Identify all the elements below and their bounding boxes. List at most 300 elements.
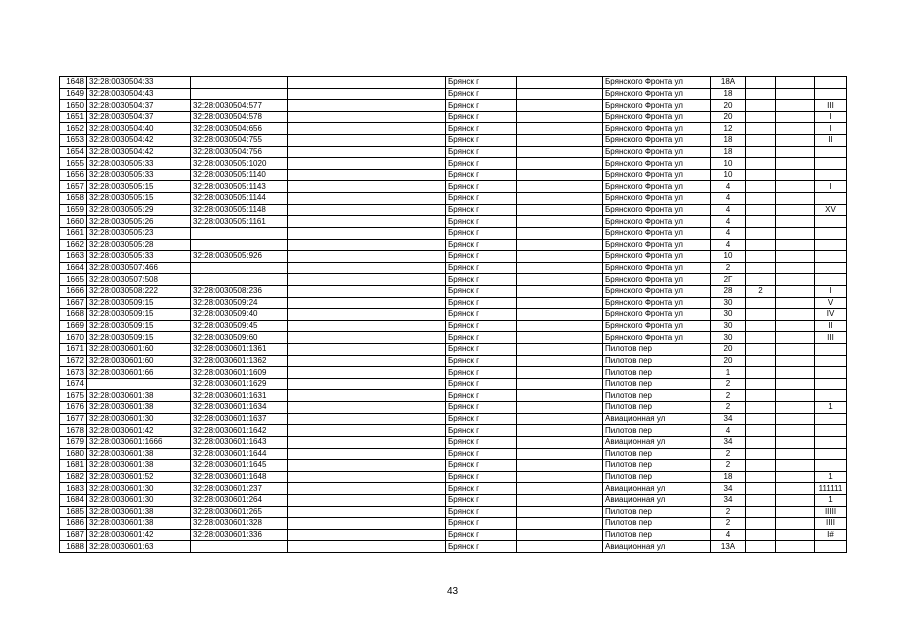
table-row bbox=[60, 378, 847, 390]
street-cell: Брянского Фронта ул bbox=[603, 181, 711, 193]
spacer-cell bbox=[776, 541, 815, 553]
row-number-cell: 1655 bbox=[60, 158, 87, 170]
cadastral-parcel-cell: 32:28:0030601:60 bbox=[87, 344, 191, 356]
parcel-table bbox=[59, 76, 847, 553]
cadastral-object-cell: 32:28:0030505:926 bbox=[191, 251, 288, 263]
table-row bbox=[60, 390, 847, 402]
premises-cell bbox=[815, 367, 847, 379]
cadastral-object-cell: 32:28:0030504:756 bbox=[191, 146, 288, 158]
city-cell: Брянск г bbox=[446, 181, 517, 193]
locality-cell bbox=[517, 262, 603, 274]
cadastral-parcel-cell: 32:28:0030505:15 bbox=[87, 193, 191, 205]
street-cell: Авиационная ул bbox=[603, 413, 711, 425]
cadastral-object-cell: 32:28:0030601:237 bbox=[191, 483, 288, 495]
premises-cell bbox=[815, 274, 847, 286]
cadastral-parcel-cell: 32:28:0030505:33 bbox=[87, 251, 191, 263]
blank-cell bbox=[288, 169, 446, 181]
street-cell: Брянского Фронта ул bbox=[603, 262, 711, 274]
table-row bbox=[60, 309, 847, 321]
cadastral-parcel-cell: 32:28:0030509:15 bbox=[87, 332, 191, 344]
premises-cell: I bbox=[815, 123, 847, 135]
city-cell: Брянск г bbox=[446, 297, 517, 309]
house-cell: 18А bbox=[711, 77, 746, 89]
building-cell bbox=[746, 378, 776, 390]
premises-cell: I bbox=[815, 111, 847, 123]
table-row bbox=[60, 251, 847, 263]
street-cell: Брянского Фронта ул bbox=[603, 239, 711, 251]
cadastral-object-cell: 32:28:0030505:1140 bbox=[191, 169, 288, 181]
row-number-cell: 1677 bbox=[60, 413, 87, 425]
spacer-cell bbox=[776, 471, 815, 483]
house-cell: 4 bbox=[711, 529, 746, 541]
cadastral-parcel-cell bbox=[87, 378, 191, 390]
building-cell bbox=[746, 483, 776, 495]
premises-cell bbox=[815, 460, 847, 472]
city-cell: Брянск г bbox=[446, 471, 517, 483]
cadastral-parcel-cell: 32:28:0030507:508 bbox=[87, 274, 191, 286]
locality-cell bbox=[517, 169, 603, 181]
house-cell: 2 bbox=[711, 448, 746, 460]
cadastral-object-cell: 32:28:0030601:1609 bbox=[191, 367, 288, 379]
row-number-cell: 1684 bbox=[60, 494, 87, 506]
spacer-cell bbox=[776, 436, 815, 448]
street-cell: Брянского Фронта ул bbox=[603, 77, 711, 89]
premises-cell bbox=[815, 146, 847, 158]
cadastral-parcel-cell: 32:28:0030601:42 bbox=[87, 529, 191, 541]
row-number-cell: 1660 bbox=[60, 216, 87, 228]
cadastral-parcel-cell: 32:28:0030504:37 bbox=[87, 100, 191, 112]
table-row bbox=[60, 204, 847, 216]
house-cell: 2 bbox=[711, 262, 746, 274]
cadastral-object-cell: 32:28:0030601:264 bbox=[191, 494, 288, 506]
house-cell: 4 bbox=[711, 216, 746, 228]
cadastral-parcel-cell: 32:28:0030601:66 bbox=[87, 367, 191, 379]
city-cell: Брянск г bbox=[446, 425, 517, 437]
spacer-cell bbox=[776, 494, 815, 506]
house-cell: 2 bbox=[711, 390, 746, 402]
street-cell: Брянского Фронта ул bbox=[603, 297, 711, 309]
city-cell: Брянск г bbox=[446, 227, 517, 239]
table-row bbox=[60, 274, 847, 286]
building-cell bbox=[746, 506, 776, 518]
blank-cell bbox=[288, 320, 446, 332]
row-number-cell: 1651 bbox=[60, 111, 87, 123]
table-row bbox=[60, 425, 847, 437]
cadastral-parcel-cell: 32:28:0030601:63 bbox=[87, 541, 191, 553]
street-cell: Пилотов пер bbox=[603, 506, 711, 518]
blank-cell bbox=[288, 332, 446, 344]
locality-cell bbox=[517, 494, 603, 506]
building-cell bbox=[746, 320, 776, 332]
spacer-cell bbox=[776, 274, 815, 286]
city-cell: Брянск г bbox=[446, 169, 517, 181]
cadastral-parcel-cell: 32:28:0030601:38 bbox=[87, 518, 191, 530]
street-cell: Брянского Фронта ул bbox=[603, 216, 711, 228]
cadastral-parcel-cell: 32:28:0030505:33 bbox=[87, 158, 191, 170]
cadastral-parcel-cell: 32:28:0030509:15 bbox=[87, 309, 191, 321]
row-number-cell: 1681 bbox=[60, 460, 87, 472]
blank-cell bbox=[288, 227, 446, 239]
street-cell: Брянского Фронта ул bbox=[603, 135, 711, 147]
premises-cell bbox=[815, 262, 847, 274]
building-cell bbox=[746, 297, 776, 309]
house-cell: 13А bbox=[711, 541, 746, 553]
row-number-cell: 1674 bbox=[60, 378, 87, 390]
table-row bbox=[60, 494, 847, 506]
city-cell: Брянск г bbox=[446, 216, 517, 228]
cadastral-object-cell: 32:28:0030601:1644 bbox=[191, 448, 288, 460]
cadastral-object-cell: 32:28:0030601:328 bbox=[191, 518, 288, 530]
cadastral-parcel-cell: 32:28:0030601:52 bbox=[87, 471, 191, 483]
cadastral-parcel-cell: 32:28:0030504:37 bbox=[87, 111, 191, 123]
city-cell: Брянск г bbox=[446, 541, 517, 553]
house-cell: 10 bbox=[711, 169, 746, 181]
row-number-cell: 1649 bbox=[60, 88, 87, 100]
blank-cell bbox=[288, 541, 446, 553]
cadastral-parcel-cell: 32:28:0030601:38 bbox=[87, 460, 191, 472]
cadastral-parcel-cell: 32:28:0030601:30 bbox=[87, 413, 191, 425]
premises-cell: 1 bbox=[815, 494, 847, 506]
building-cell bbox=[746, 436, 776, 448]
row-number-cell: 1657 bbox=[60, 181, 87, 193]
blank-cell bbox=[288, 471, 446, 483]
blank-cell bbox=[288, 88, 446, 100]
locality-cell bbox=[517, 390, 603, 402]
house-cell: 4 bbox=[711, 227, 746, 239]
row-number-cell: 1662 bbox=[60, 239, 87, 251]
row-number-cell: 1685 bbox=[60, 506, 87, 518]
cadastral-parcel-cell: 32:28:0030505:26 bbox=[87, 216, 191, 228]
table-row bbox=[60, 227, 847, 239]
premises-cell: I bbox=[815, 285, 847, 297]
row-number-cell: 1683 bbox=[60, 483, 87, 495]
locality-cell bbox=[517, 471, 603, 483]
house-cell: 30 bbox=[711, 309, 746, 321]
cadastral-object-cell bbox=[191, 77, 288, 89]
cadastral-object-cell: 32:28:0030505:1144 bbox=[191, 193, 288, 205]
city-cell: Брянск г bbox=[446, 320, 517, 332]
blank-cell bbox=[288, 355, 446, 367]
spacer-cell bbox=[776, 448, 815, 460]
premises-cell: I bbox=[815, 181, 847, 193]
premises-cell: III bbox=[815, 332, 847, 344]
cadastral-object-cell: 32:28:0030601:1642 bbox=[191, 425, 288, 437]
locality-cell bbox=[517, 425, 603, 437]
building-cell bbox=[746, 471, 776, 483]
premises-cell bbox=[815, 227, 847, 239]
blank-cell bbox=[288, 518, 446, 530]
table-row bbox=[60, 123, 847, 135]
blank-cell bbox=[288, 344, 446, 356]
cadastral-parcel-cell: 32:28:0030504:42 bbox=[87, 135, 191, 147]
city-cell: Брянск г bbox=[446, 274, 517, 286]
table-row bbox=[60, 285, 847, 297]
cadastral-object-cell bbox=[191, 227, 288, 239]
cadastral-parcel-cell: 32:28:0030505:28 bbox=[87, 239, 191, 251]
city-cell: Брянск г bbox=[446, 529, 517, 541]
table-row bbox=[60, 541, 847, 553]
street-cell: Брянского Фронта ул bbox=[603, 123, 711, 135]
locality-cell bbox=[517, 251, 603, 263]
cadastral-parcel-cell: 32:28:0030504:40 bbox=[87, 123, 191, 135]
locality-cell bbox=[517, 344, 603, 356]
blank-cell bbox=[288, 378, 446, 390]
city-cell: Брянск г bbox=[446, 100, 517, 112]
cadastral-object-cell: 32:28:0030508:236 bbox=[191, 285, 288, 297]
locality-cell bbox=[517, 77, 603, 89]
blank-cell bbox=[288, 274, 446, 286]
blank-cell bbox=[288, 309, 446, 321]
city-cell: Брянск г bbox=[446, 344, 517, 356]
row-number-cell: 1664 bbox=[60, 262, 87, 274]
cadastral-object-cell bbox=[191, 262, 288, 274]
spacer-cell bbox=[776, 344, 815, 356]
locality-cell bbox=[517, 320, 603, 332]
building-cell bbox=[746, 204, 776, 216]
cadastral-object-cell: 32:28:0030504:656 bbox=[191, 123, 288, 135]
building-cell bbox=[746, 390, 776, 402]
spacer-cell bbox=[776, 529, 815, 541]
cadastral-object-cell: 32:28:0030601:1643 bbox=[191, 436, 288, 448]
cadastral-object-cell: 32:28:0030504:755 bbox=[191, 135, 288, 147]
blank-cell bbox=[288, 193, 446, 205]
spacer-cell bbox=[776, 158, 815, 170]
building-cell bbox=[746, 529, 776, 541]
cadastral-parcel-cell: 32:28:0030505:15 bbox=[87, 181, 191, 193]
locality-cell bbox=[517, 541, 603, 553]
premises-cell bbox=[815, 448, 847, 460]
house-cell: 18 bbox=[711, 88, 746, 100]
spacer-cell bbox=[776, 111, 815, 123]
premises-cell: XV bbox=[815, 204, 847, 216]
building-cell bbox=[746, 402, 776, 414]
street-cell: Брянского Фронта ул bbox=[603, 320, 711, 332]
building-cell bbox=[746, 460, 776, 472]
spacer-cell bbox=[776, 297, 815, 309]
house-cell: 4 bbox=[711, 239, 746, 251]
spacer-cell bbox=[776, 390, 815, 402]
house-cell: 1 bbox=[711, 367, 746, 379]
blank-cell bbox=[288, 460, 446, 472]
cadastral-object-cell bbox=[191, 88, 288, 100]
spacer-cell bbox=[776, 239, 815, 251]
table-row bbox=[60, 262, 847, 274]
row-number-cell: 1652 bbox=[60, 123, 87, 135]
street-cell: Авиационная ул bbox=[603, 541, 711, 553]
city-cell: Брянск г bbox=[446, 483, 517, 495]
premises-cell bbox=[815, 378, 847, 390]
row-number-cell: 1671 bbox=[60, 344, 87, 356]
cadastral-object-cell: 32:28:0030505:1148 bbox=[191, 204, 288, 216]
house-cell: 34 bbox=[711, 494, 746, 506]
spacer-cell bbox=[776, 413, 815, 425]
building-cell bbox=[746, 88, 776, 100]
spacer-cell bbox=[776, 193, 815, 205]
blank-cell bbox=[288, 297, 446, 309]
locality-cell bbox=[517, 193, 603, 205]
city-cell: Брянск г bbox=[446, 518, 517, 530]
row-number-cell: 1680 bbox=[60, 448, 87, 460]
cadastral-parcel-cell: 32:28:0030505:23 bbox=[87, 227, 191, 239]
row-number-cell: 1678 bbox=[60, 425, 87, 437]
street-cell: Брянского Фронта ул bbox=[603, 146, 711, 158]
spacer-cell bbox=[776, 332, 815, 344]
row-number-cell: 1666 bbox=[60, 285, 87, 297]
row-number-cell: 1659 bbox=[60, 204, 87, 216]
building-cell bbox=[746, 344, 776, 356]
house-cell: 34 bbox=[711, 413, 746, 425]
row-number-cell: 1648 bbox=[60, 77, 87, 89]
row-number-cell: 1661 bbox=[60, 227, 87, 239]
cadastral-object-cell: 32:28:0030505:1143 bbox=[191, 181, 288, 193]
blank-cell bbox=[288, 181, 446, 193]
premises-cell: I# bbox=[815, 529, 847, 541]
street-cell: Пилотов пер bbox=[603, 518, 711, 530]
spacer-cell bbox=[776, 204, 815, 216]
cadastral-parcel-cell: 32:28:0030504:43 bbox=[87, 88, 191, 100]
locality-cell bbox=[517, 285, 603, 297]
spacer-cell bbox=[776, 227, 815, 239]
cadastral-object-cell: 32:28:0030601:265 bbox=[191, 506, 288, 518]
street-cell: Брянского Фронта ул bbox=[603, 332, 711, 344]
spacer-cell bbox=[776, 181, 815, 193]
house-cell: 2 bbox=[711, 518, 746, 530]
spacer-cell bbox=[776, 251, 815, 263]
cadastral-object-cell: 32:28:0030505:1161 bbox=[191, 216, 288, 228]
premises-cell bbox=[815, 251, 847, 263]
premises-cell bbox=[815, 425, 847, 437]
city-cell: Брянск г bbox=[446, 262, 517, 274]
blank-cell bbox=[288, 436, 446, 448]
table-row bbox=[60, 471, 847, 483]
blank-cell bbox=[288, 135, 446, 147]
blank-cell bbox=[288, 506, 446, 518]
house-cell: 34 bbox=[711, 483, 746, 495]
street-cell: Брянского Фронта ул bbox=[603, 251, 711, 263]
cadastral-parcel-cell: 32:28:0030505:33 bbox=[87, 169, 191, 181]
city-cell: Брянск г bbox=[446, 88, 517, 100]
locality-cell bbox=[517, 518, 603, 530]
locality-cell bbox=[517, 529, 603, 541]
building-cell bbox=[746, 309, 776, 321]
building-cell bbox=[746, 518, 776, 530]
house-cell: 4 bbox=[711, 181, 746, 193]
blank-cell bbox=[288, 146, 446, 158]
table-row bbox=[60, 77, 847, 89]
locality-cell bbox=[517, 402, 603, 414]
street-cell: Брянского Фронта ул bbox=[603, 158, 711, 170]
city-cell: Брянск г bbox=[446, 146, 517, 158]
blank-cell bbox=[288, 123, 446, 135]
house-cell: 28 bbox=[711, 285, 746, 297]
table-row bbox=[60, 216, 847, 228]
table-row bbox=[60, 518, 847, 530]
row-number-cell: 1675 bbox=[60, 390, 87, 402]
blank-cell bbox=[288, 402, 446, 414]
row-number-cell: 1682 bbox=[60, 471, 87, 483]
premises-cell bbox=[815, 193, 847, 205]
cadastral-object-cell: 32:28:0030509:60 bbox=[191, 332, 288, 344]
table-row bbox=[60, 146, 847, 158]
row-number-cell: 1658 bbox=[60, 193, 87, 205]
building-cell bbox=[746, 227, 776, 239]
cadastral-object-cell: 32:28:0030601:336 bbox=[191, 529, 288, 541]
cadastral-parcel-cell: 32:28:0030601:30 bbox=[87, 483, 191, 495]
city-cell: Брянск г bbox=[446, 355, 517, 367]
cadastral-object-cell: 32:28:0030504:578 bbox=[191, 111, 288, 123]
street-cell: Брянского Фронта ул bbox=[603, 204, 711, 216]
house-cell: 30 bbox=[711, 320, 746, 332]
blank-cell bbox=[288, 239, 446, 251]
spacer-cell bbox=[776, 216, 815, 228]
building-cell: 2 bbox=[746, 285, 776, 297]
house-cell: 10 bbox=[711, 251, 746, 263]
street-cell: Брянского Фронта ул bbox=[603, 227, 711, 239]
locality-cell bbox=[517, 146, 603, 158]
table-row bbox=[60, 506, 847, 518]
cadastral-object-cell: 32:28:0030601:1361 bbox=[191, 344, 288, 356]
cadastral-object-cell bbox=[191, 239, 288, 251]
table-row bbox=[60, 239, 847, 251]
city-cell: Брянск г bbox=[446, 239, 517, 251]
spacer-cell bbox=[776, 100, 815, 112]
row-number-cell: 1673 bbox=[60, 367, 87, 379]
row-number-cell: 1656 bbox=[60, 169, 87, 181]
street-cell: Брянского Фронта ул bbox=[603, 100, 711, 112]
locality-cell bbox=[517, 355, 603, 367]
city-cell: Брянск г bbox=[446, 77, 517, 89]
spacer-cell bbox=[776, 123, 815, 135]
spacer-cell bbox=[776, 378, 815, 390]
locality-cell bbox=[517, 88, 603, 100]
row-number-cell: 1686 bbox=[60, 518, 87, 530]
city-cell: Брянск г bbox=[446, 436, 517, 448]
table-row bbox=[60, 355, 847, 367]
city-cell: Брянск г bbox=[446, 332, 517, 344]
blank-cell bbox=[288, 77, 446, 89]
locality-cell bbox=[517, 227, 603, 239]
house-cell: 2 bbox=[711, 506, 746, 518]
building-cell bbox=[746, 193, 776, 205]
locality-cell bbox=[517, 378, 603, 390]
cadastral-parcel-cell: 32:28:0030601:30 bbox=[87, 494, 191, 506]
cadastral-parcel-cell: 32:28:0030601:38 bbox=[87, 448, 191, 460]
cadastral-object-cell bbox=[191, 541, 288, 553]
city-cell: Брянск г bbox=[446, 506, 517, 518]
locality-cell bbox=[517, 158, 603, 170]
blank-cell bbox=[288, 390, 446, 402]
street-cell: Пилотов пер bbox=[603, 344, 711, 356]
building-cell bbox=[746, 274, 776, 286]
table-row bbox=[60, 158, 847, 170]
city-cell: Брянск г bbox=[446, 494, 517, 506]
building-cell bbox=[746, 135, 776, 147]
city-cell: Брянск г bbox=[446, 251, 517, 263]
blank-cell bbox=[288, 100, 446, 112]
row-number-cell: 1669 bbox=[60, 320, 87, 332]
table-row bbox=[60, 320, 847, 332]
premises-cell bbox=[815, 88, 847, 100]
house-cell: 18 bbox=[711, 135, 746, 147]
table-row bbox=[60, 448, 847, 460]
locality-cell bbox=[517, 460, 603, 472]
building-cell bbox=[746, 111, 776, 123]
blank-cell bbox=[288, 251, 446, 263]
spacer-cell bbox=[776, 518, 815, 530]
street-cell: Пилотов пер bbox=[603, 402, 711, 414]
cadastral-object-cell: 32:28:0030509:40 bbox=[191, 309, 288, 321]
locality-cell bbox=[517, 239, 603, 251]
